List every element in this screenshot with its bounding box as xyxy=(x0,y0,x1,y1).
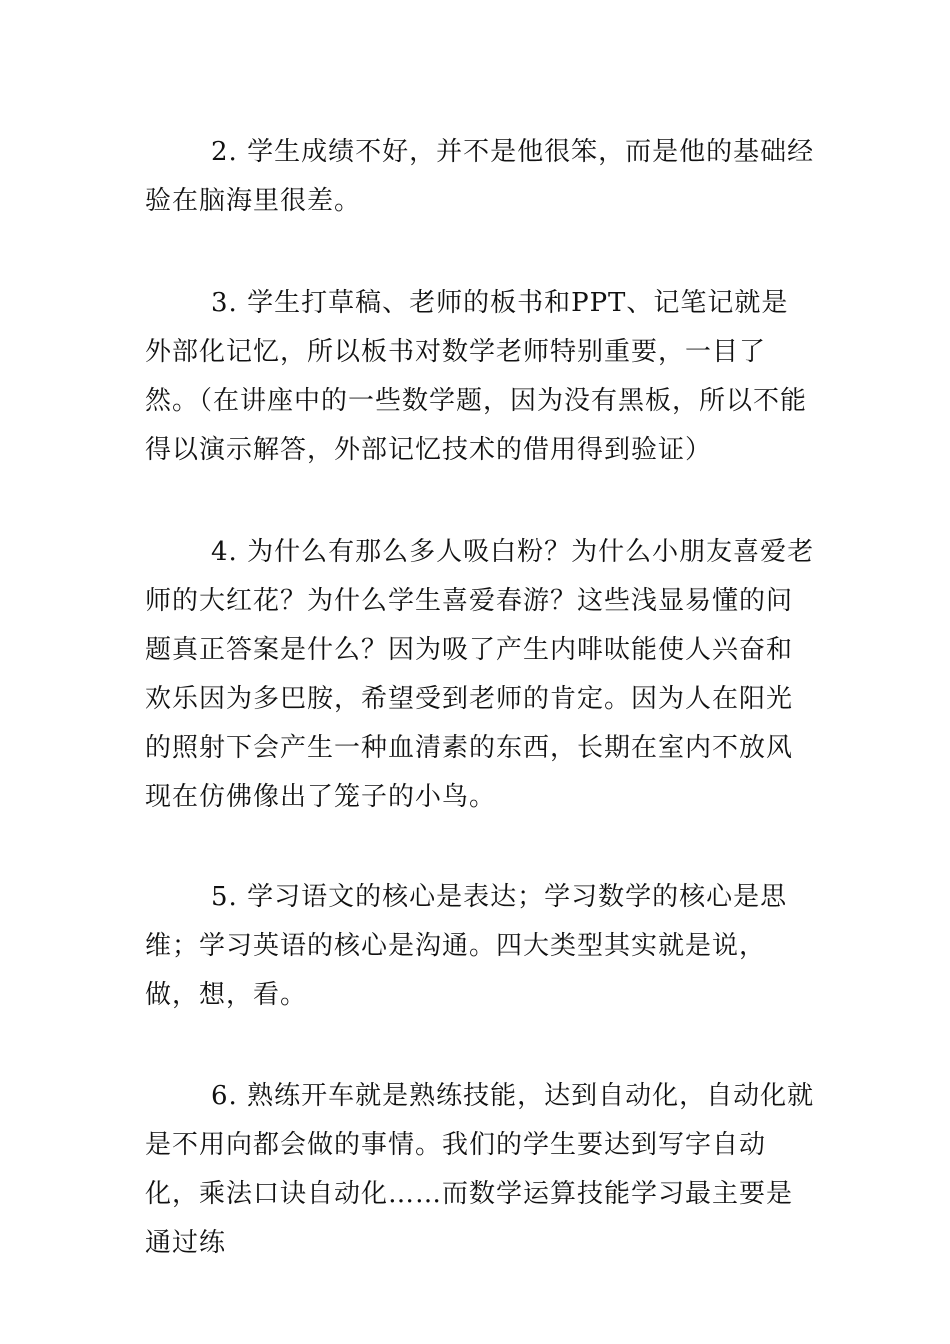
paragraph-4: 4. 为什么有那么多人吸白粉？为什么小朋友喜爱老师的大红花？为什么学生喜爱春游？这些浅显易懂的问题真正答案是什么？因为吸了产生内啡呔能使人兴奋和欢乐因为多巴胺，希望受到老师的肯定。因为人在阳光的照射下会产生一种血清素的东西，长期在室内不放风现在仿佛像出了笼子的小鸟。 xyxy=(145,537,815,812)
paragraph-3: 3. 学生打草稿、老师的板书和PPT、记笔记就是外部化记忆，所以板书对数学老师特别重要，一目了然。（在讲座中的一些数学题，因为没有黑板，所以不能得以演示解答，外部记忆技术的借用得到验证） xyxy=(145,288,808,465)
paragraph-6: 6. 熟练开车就是熟练技能，达到自动化，自动化就是不用向都会做的事情。我们的学生要达到写字自动化，乘法口诀自动化……而数学运算技能学习最主要是通过练 xyxy=(145,1081,815,1258)
paragraph-5: 5. 学习语文的核心是表达；学习数学的核心是思维；学习英语的核心是沟通。四大类型其实就是说，做，想，看。 xyxy=(145,882,788,1010)
paragraph-2: 2. 学生成绩不好，并不是他很笨，而是他的基础经验在脑海里很差。 xyxy=(145,137,815,216)
